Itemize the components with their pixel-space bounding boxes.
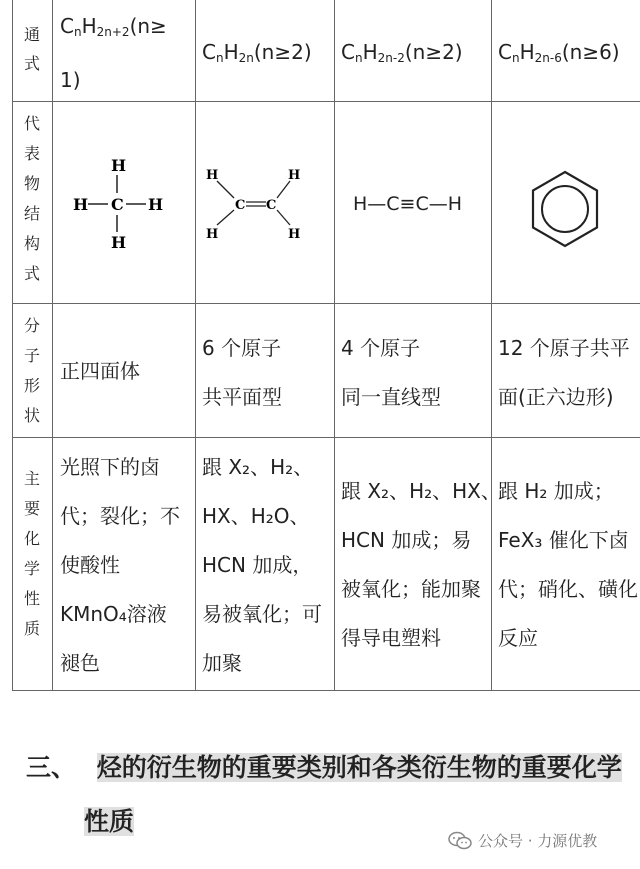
watermark-text: 公众号 · 力源优教 — [478, 832, 598, 850]
benzene-ring-icon — [491, 102, 640, 306]
atom-label: H — [288, 168, 301, 183]
table-border — [334, 0, 335, 690]
shape-alkane: 正四面体 — [60, 359, 140, 383]
table-border — [12, 437, 640, 438]
watermark — [448, 830, 597, 851]
shape-arene: 12 个原子共平 面(正六边形) — [498, 336, 630, 409]
properties-alkene: 跟 X₂、H₂、 HX、H₂O、 HCN 加成， 易被氧化；可 加聚 — [202, 455, 322, 675]
atom-label: H — [206, 168, 219, 183]
section-number: 三、 — [26, 753, 77, 782]
row-header-general-formula: 通 式 — [23, 25, 40, 73]
section-title-line2: 性质 — [84, 807, 135, 836]
shape-alkyne: 4 个原子 同一直线型 — [341, 336, 441, 409]
atom-label: H — [206, 227, 219, 242]
wechat-icon — [448, 831, 472, 851]
ethene-structure — [195, 102, 334, 306]
formula-alkyne: $C_nH_{2n-2}(n\ge 2)$ — [341, 40, 463, 65]
row-header-properties: 主 要 化 学 性 质 — [23, 469, 40, 638]
properties-alkyne: 跟 X₂、H₂、HX、 HCN 加成；易 被氧化；能加聚 得导电塑料 — [341, 479, 501, 650]
formula-alkane: $C_nH_{2n+2}(n\ge$ 1) — [60, 14, 167, 92]
atom-label: H — [148, 195, 164, 214]
methane-structure — [52, 102, 195, 306]
formula-arene: $C_nH_{2n-6}(n\ge 6)$ — [498, 40, 620, 65]
properties-arene: 跟 H₂ 加成； FeX₃ 催化下卤 代；硝化、磺化 反应 — [498, 479, 638, 650]
atom-label: C — [111, 195, 124, 214]
hydrocarbon-table — [12, 0, 640, 692]
section-heading — [26, 748, 622, 838]
atom-label: H — [111, 233, 127, 252]
atom-label: H — [111, 156, 127, 175]
atom-label: H — [288, 227, 301, 242]
row-header-structure: 代 表 物 结 构 式 — [23, 114, 40, 283]
section-title-line1: 烃的衍生物的重要类别和各类衍生物的重要化学 — [96, 753, 622, 782]
atom-label: H — [73, 195, 89, 214]
ethyne-structure: H—C≡C—H — [353, 193, 463, 215]
shape-alkene: 6 个原子 共平面型 — [202, 336, 282, 409]
formula-alkene: $C_nH_{2n}(n\ge 2)$ — [202, 40, 312, 65]
row-header-shape: 分 子 形 状 — [23, 316, 40, 425]
properties-alkane: 光照下的卤 代；裂化；不 使酸性 KMnO₄溶液 褪色 — [60, 455, 180, 675]
atom-label: C — [266, 198, 277, 213]
atom-label: C — [235, 198, 246, 213]
table-border — [12, 690, 640, 691]
